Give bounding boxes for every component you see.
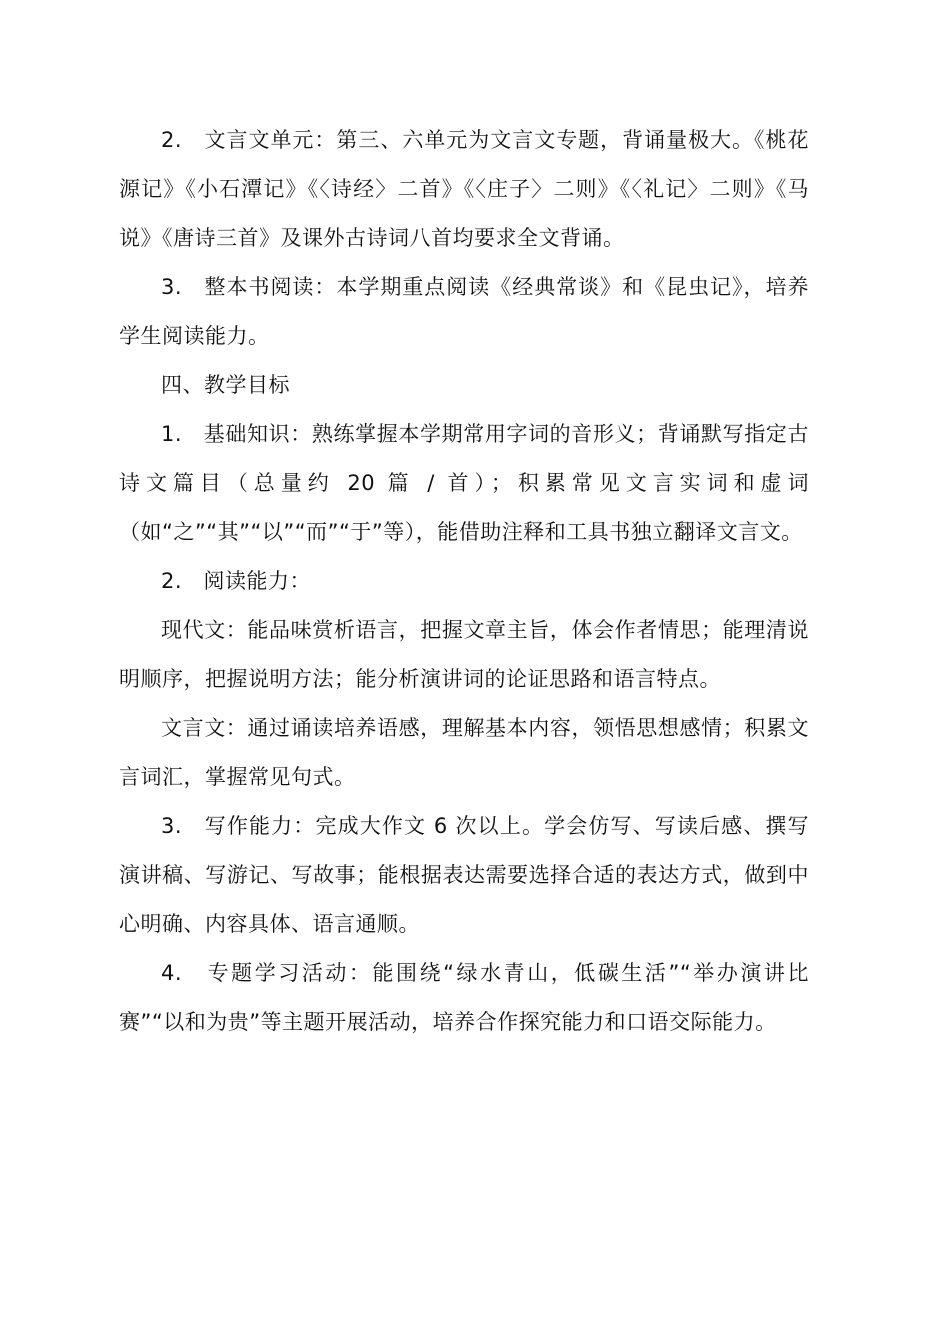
document-body xyxy=(119,116,809,1047)
paragraph-modern-prose: 现代文：能品味赏析语言，把握文章主旨，体会作者情思；能理清说明顺序，把握说明方法；能分析演讲词的论证思路和语言特点。 xyxy=(119,618,809,691)
paragraph-classical-prose: 文言文：通过诵读培养语感，理解基本内容，领悟思想感情；积累文言词汇，掌握常见句式。 xyxy=(119,716,809,789)
paragraph-thematic-activities: 4. 专题学习活动：能围绕“绿水青山，低碳生活”“举办演讲比赛”“以和为贵”等主题开展活动，培养合作探究能力和口语交际能力。 xyxy=(119,961,809,1034)
section-heading-teaching-goals: 四、教学目标 xyxy=(161,373,290,397)
paragraph-classical-chinese-unit: 2. 文言文单元：第三、六单元为文言文专题，背诵量极大。《桃花源记》《小石潭记》《〈诗经〉二首》《〈庄子〉二则》《〈礼记〉二则》《马说》《唐诗三首》及课外古诗词八首均要求全文背诵。 xyxy=(119,128,809,250)
paragraph-reading-ability: 2. 阅读能力： xyxy=(161,569,312,593)
paragraph-writing-ability: 3. 写作能力：完成大作文 6 次以上。学会仿写、写读后感、撰写演讲稿、写游记、写故事；能根据表达需要选择合适的表达方式，做到中心明确、内容具体、语言通顺。 xyxy=(119,814,809,936)
paragraph-basic-knowledge: 1. 基础知识：熟练掌握本学期常用字词的音形义；背诵默写指定古诗文篇目（总量约 20 篇 / 首）；积累常见文言实词和虚词（如“之”“其”“以”“而”“于”等），能借助注释和工具书独立翻译文言文。 xyxy=(119,422,809,544)
paragraph-whole-book-reading: 3. 整本书阅读：本学期重点阅读《经典常谈》和《昆虫记》，培养学生阅读能力。 xyxy=(119,275,809,348)
